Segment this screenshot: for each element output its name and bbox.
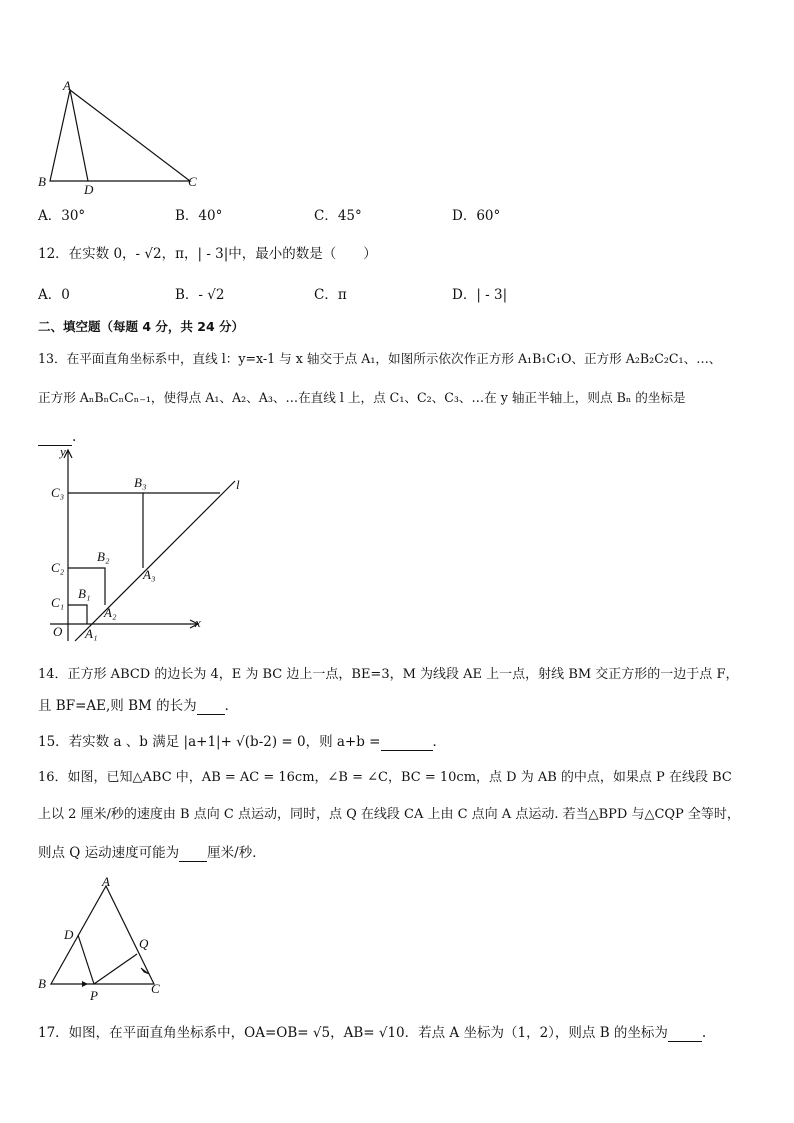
q11-label-B: B bbox=[38, 174, 46, 189]
q13-label-B1: B₁ bbox=[78, 586, 91, 601]
q11-label-D: D bbox=[84, 182, 94, 196]
q14-answer-blank bbox=[197, 700, 225, 715]
q17-answer-blank bbox=[668, 1027, 702, 1042]
q12-option-d: D．| - 3| bbox=[452, 287, 508, 303]
q16-label-C: C bbox=[151, 981, 160, 996]
q16-line3 bbox=[38, 844, 266, 862]
q13-squares-figure bbox=[40, 446, 245, 646]
q13-label-A2: A₂ bbox=[104, 605, 117, 620]
q13-line3 bbox=[38, 428, 76, 446]
q16-line1: 16．如图，已知△ABC 中，AB = AC = 16cm，∠B = ∠C，BC = 10cm，点 D 为 AB 的中点，如果点 P 在线段 BC bbox=[38, 770, 732, 785]
q17-period: . bbox=[701, 1025, 707, 1041]
q11-option-c: C．45° bbox=[314, 208, 362, 224]
q13-label-A3: A₃ bbox=[143, 567, 156, 582]
q15-line bbox=[38, 733, 446, 751]
q14-line2-text: 且 BF=AE,则 BM 的长为 bbox=[38, 698, 197, 714]
q13-label-C3: C₃ bbox=[51, 485, 65, 500]
q14-line2 bbox=[38, 697, 238, 715]
q14-period: ． bbox=[224, 698, 239, 714]
q17-line bbox=[38, 1024, 706, 1042]
q16-label-A: A bbox=[102, 874, 110, 889]
q13-label-y: y bbox=[60, 446, 66, 459]
q13-label-B3: B₃ bbox=[134, 475, 147, 490]
q13-period: . bbox=[72, 429, 77, 445]
q11-label-A: A bbox=[63, 78, 71, 93]
q15-answer-blank bbox=[381, 736, 433, 751]
q11-option-a: A．30° bbox=[38, 208, 86, 224]
q16-label-Q: Q bbox=[139, 936, 149, 951]
q14-line1: 14．正方形 ABCD 的边长为 4，E 为 BC 边上一点，BE=3，M 为线段 AE 上一点，射线 BM 交正方形的一边于点 F， bbox=[38, 667, 739, 682]
q12-stem: 12．在实数 0，- √2，π，| - 3|中，最小的数是（ ） bbox=[38, 246, 377, 262]
q13-answer-blank bbox=[38, 431, 72, 446]
q13-label-A1: A₁ bbox=[85, 626, 98, 641]
q13-label-C2: C₂ bbox=[51, 560, 65, 575]
q11-option-d: D．60° bbox=[452, 208, 501, 224]
section-title-fill-in: 二、填空题（每题 4 分，共 24 分） bbox=[38, 319, 245, 334]
q13-label-x: x bbox=[195, 615, 201, 630]
q13-label-O: O bbox=[53, 624, 63, 639]
q16-line3-text: 则点 Q 运动速度可能为 bbox=[38, 845, 180, 861]
q15-text: 15．若实数 a 、b 满足 |a+1|+ √(b-2) = 0，则 a+b = bbox=[38, 734, 381, 750]
q13-line1: 13．在平面直角坐标系中，直线 l：y=x-1 与 x 轴交于点 A₁，如图所示依次作正方形 A₁B₁C₁O、正方形 A₂B₂C₂C₁、…、 bbox=[38, 351, 722, 366]
q11-label-C: C bbox=[188, 174, 197, 189]
q13-label-l: l bbox=[236, 477, 240, 492]
q16-label-D: D bbox=[64, 927, 74, 942]
q16-line2: 上以 2 厘米/秒的速度由 B 点向 C 点运动，同时，点 Q 在线段 CA 上由 C 点向 A 点运动. 若当△BPD 与△CQP 全等时， bbox=[38, 807, 740, 822]
q12-option-c: C．π bbox=[314, 287, 347, 303]
q11-triangle-figure bbox=[30, 78, 210, 196]
q16-label-B: B bbox=[38, 976, 46, 991]
q16-triangle-figure bbox=[34, 874, 169, 1002]
q13-label-B2: B₂ bbox=[97, 549, 110, 564]
q16-label-P: P bbox=[90, 988, 98, 1002]
q17-text: 17．如图，在平面直角坐标系中，OA=OB= √5，AB= √10．若点 A 坐标为（1，2），则点 B 的坐标为 bbox=[38, 1025, 668, 1041]
q15-period: ． bbox=[432, 734, 446, 750]
q11-option-b: B．40° bbox=[175, 208, 223, 224]
q13-line2: 正方形 AₙBₙCₙCₙ₋₁，使得点 A₁、A₂、A₃、…在直线 l 上，点 C₁、C₂、C₃、…在 y 轴正半轴上，则点 Bₙ 的坐标是 bbox=[38, 390, 686, 405]
q13-label-C1: C₁ bbox=[51, 595, 65, 610]
q16-answer-blank bbox=[179, 847, 207, 862]
q12-option-b: B．- √2 bbox=[175, 287, 225, 303]
q12-option-a: A．0 bbox=[38, 287, 70, 303]
q16-unit: 厘米/秒． bbox=[207, 845, 266, 861]
